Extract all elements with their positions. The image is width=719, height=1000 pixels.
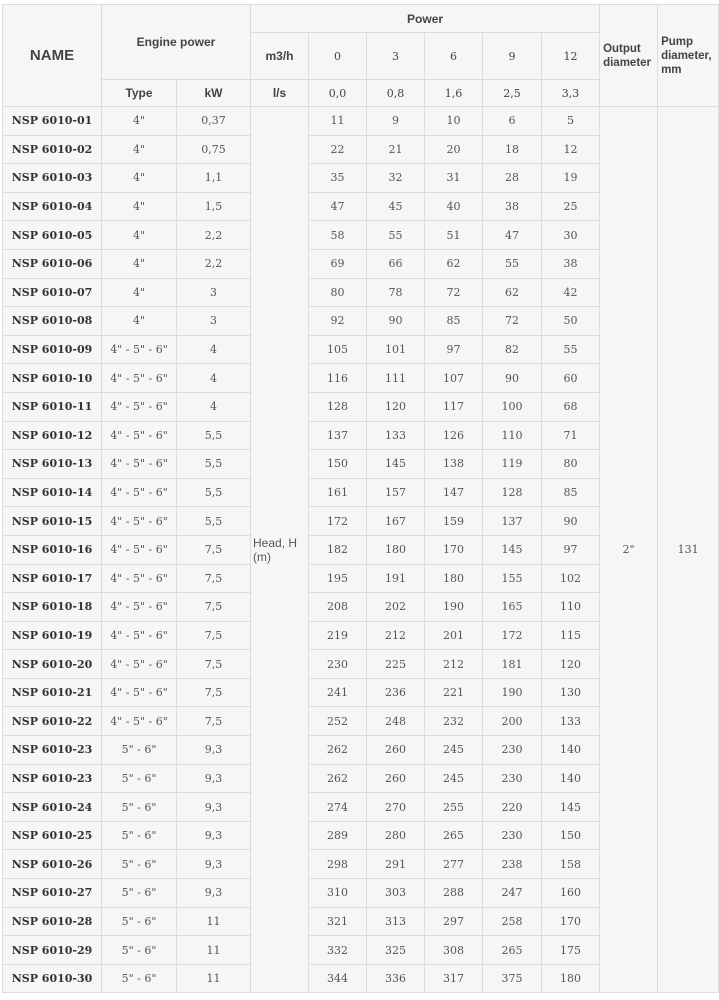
- head-value: 100: [483, 392, 542, 421]
- head-value: 128: [483, 478, 542, 507]
- model-name: NSP 6010-04: [3, 192, 102, 221]
- head-value: 288: [425, 879, 483, 908]
- head-value: 85: [542, 478, 600, 507]
- head-value: 5: [542, 107, 600, 136]
- head-value: 245: [425, 736, 483, 765]
- head-value: 140: [542, 764, 600, 793]
- head-value: 175: [542, 936, 600, 965]
- head-value: 297: [425, 907, 483, 936]
- head-value: 120: [542, 650, 600, 679]
- head-value: 110: [542, 593, 600, 622]
- model-name: NSP 6010-18: [3, 593, 102, 622]
- motor-kw: 7,5: [177, 535, 251, 564]
- head-value: 102: [542, 564, 600, 593]
- head-value: 208: [309, 593, 367, 622]
- motor-kw: 5,5: [177, 478, 251, 507]
- motor-kw: 5,5: [177, 421, 251, 450]
- head-value: 47: [309, 192, 367, 221]
- model-name: NSP 6010-17: [3, 564, 102, 593]
- table-row: [3, 107, 719, 136]
- head-value: 145: [483, 535, 542, 564]
- head-value: 92: [309, 307, 367, 336]
- flow-ls-value: 2,5: [483, 80, 542, 107]
- head-value: 180: [367, 535, 425, 564]
- pump-spec-table: [2, 4, 719, 993]
- motor-type: 5" - 6": [102, 764, 177, 793]
- head-value: 47: [483, 221, 542, 250]
- head-value: 55: [542, 335, 600, 364]
- head-value: 236: [367, 678, 425, 707]
- model-name: NSP 6010-21: [3, 678, 102, 707]
- motor-kw: 11: [177, 964, 251, 993]
- motor-type: 5" - 6": [102, 907, 177, 936]
- motor-type: 4": [102, 135, 177, 164]
- head-value: 262: [309, 736, 367, 765]
- head-value: 202: [367, 593, 425, 622]
- motor-kw: 7,5: [177, 650, 251, 679]
- model-name: NSP 6010-10: [3, 364, 102, 393]
- motor-kw: 7,5: [177, 678, 251, 707]
- head-value: 128: [309, 392, 367, 421]
- motor-type: 5" - 6": [102, 736, 177, 765]
- head-value: 9: [367, 107, 425, 136]
- head-value: 150: [542, 821, 600, 850]
- head-value: 172: [483, 621, 542, 650]
- motor-type: 4" - 5" - 6": [102, 335, 177, 364]
- head-value: 66: [367, 249, 425, 278]
- motor-kw: 9,3: [177, 879, 251, 908]
- head-value: 172: [309, 507, 367, 536]
- model-name: NSP 6010-23: [3, 764, 102, 793]
- head-value: 22: [309, 135, 367, 164]
- head-value: 80: [542, 450, 600, 479]
- header-m3h: m3/h: [251, 33, 309, 80]
- motor-type: 4" - 5" - 6": [102, 392, 177, 421]
- head-value: 140: [542, 736, 600, 765]
- motor-type: 4": [102, 221, 177, 250]
- head-value: 42: [542, 278, 600, 307]
- head-value: 252: [309, 707, 367, 736]
- model-name: NSP 6010-28: [3, 907, 102, 936]
- head-value: 308: [425, 936, 483, 965]
- model-name: NSP 6010-02: [3, 135, 102, 164]
- motor-type: 4": [102, 307, 177, 336]
- model-name: NSP 6010-06: [3, 249, 102, 278]
- flow-m3h-value: 3: [367, 33, 425, 80]
- head-value: 277: [425, 850, 483, 879]
- head-value: 332: [309, 936, 367, 965]
- motor-type: 4" - 5" - 6": [102, 478, 177, 507]
- motor-type: 4" - 5" - 6": [102, 450, 177, 479]
- header-power: Power: [251, 5, 600, 33]
- head-value: 80: [309, 278, 367, 307]
- flow-ls-value: 0,8: [367, 80, 425, 107]
- model-name: NSP 6010-08: [3, 307, 102, 336]
- head-value: 241: [309, 678, 367, 707]
- head-value: 82: [483, 335, 542, 364]
- motor-kw: 3: [177, 278, 251, 307]
- head-value: 265: [425, 821, 483, 850]
- head-value: 298: [309, 850, 367, 879]
- head-value: 137: [309, 421, 367, 450]
- head-value: 161: [309, 478, 367, 507]
- head-value: 137: [483, 507, 542, 536]
- flow-m3h-value: 12: [542, 33, 600, 80]
- head-value: 274: [309, 793, 367, 822]
- motor-kw: 4: [177, 392, 251, 421]
- model-name: NSP 6010-14: [3, 478, 102, 507]
- model-name: NSP 6010-05: [3, 221, 102, 250]
- head-value: 255: [425, 793, 483, 822]
- head-value: 90: [367, 307, 425, 336]
- model-name: NSP 6010-23: [3, 736, 102, 765]
- model-name: NSP 6010-29: [3, 936, 102, 965]
- head-value: 20: [425, 135, 483, 164]
- model-name: NSP 6010-16: [3, 535, 102, 564]
- head-value: 45: [367, 192, 425, 221]
- head-value: 182: [309, 535, 367, 564]
- flow-ls-value: 0,0: [309, 80, 367, 107]
- flow-m3h-value: 6: [425, 33, 483, 80]
- head-value: 325: [367, 936, 425, 965]
- head-value: 6: [483, 107, 542, 136]
- head-value: 28: [483, 164, 542, 193]
- head-value: 230: [483, 821, 542, 850]
- motor-type: 4" - 5" - 6": [102, 564, 177, 593]
- motor-type: 4" - 5" - 6": [102, 707, 177, 736]
- head-value: 62: [483, 278, 542, 307]
- motor-kw: 5,5: [177, 450, 251, 479]
- head-value: 60: [542, 364, 600, 393]
- model-name: NSP 6010-13: [3, 450, 102, 479]
- head-value: 126: [425, 421, 483, 450]
- header-ls: l/s: [251, 80, 309, 107]
- motor-type: 4" - 5" - 6": [102, 621, 177, 650]
- head-value: 30: [542, 221, 600, 250]
- model-name: NSP 6010-09: [3, 335, 102, 364]
- motor-kw: 1,5: [177, 192, 251, 221]
- head-value: 18: [483, 135, 542, 164]
- motor-type: 4" - 5" - 6": [102, 593, 177, 622]
- pump-diameter-value: 131: [658, 107, 719, 993]
- head-value: 90: [483, 364, 542, 393]
- head-value: 167: [367, 507, 425, 536]
- motor-type: 4": [102, 164, 177, 193]
- head-value: 219: [309, 621, 367, 650]
- head-value: 111: [367, 364, 425, 393]
- motor-type: 5" - 6": [102, 964, 177, 993]
- motor-type: 4" - 5" - 6": [102, 364, 177, 393]
- head-value: 97: [425, 335, 483, 364]
- head-value: 78: [367, 278, 425, 307]
- model-name: NSP 6010-03: [3, 164, 102, 193]
- head-value: 55: [483, 249, 542, 278]
- head-value: 40: [425, 192, 483, 221]
- head-value: 221: [425, 678, 483, 707]
- motor-type: 4" - 5" - 6": [102, 678, 177, 707]
- header-kw: kW: [177, 80, 251, 107]
- flow-ls-value: 1,6: [425, 80, 483, 107]
- model-name: NSP 6010-20: [3, 650, 102, 679]
- head-value: 190: [483, 678, 542, 707]
- head-value: 97: [542, 535, 600, 564]
- motor-type: 4" - 5" - 6": [102, 535, 177, 564]
- head-value: 232: [425, 707, 483, 736]
- head-value: 230: [309, 650, 367, 679]
- head-value: 107: [425, 364, 483, 393]
- head-value: 145: [367, 450, 425, 479]
- motor-type: 4" - 5" - 6": [102, 507, 177, 536]
- model-name: NSP 6010-24: [3, 793, 102, 822]
- model-name: NSP 6010-07: [3, 278, 102, 307]
- head-value: 85: [425, 307, 483, 336]
- header-pump-diameter: Pump diameter, mm: [658, 5, 719, 107]
- model-name: NSP 6010-12: [3, 421, 102, 450]
- motor-type: 4": [102, 249, 177, 278]
- head-value: 51: [425, 221, 483, 250]
- head-value: 310: [309, 879, 367, 908]
- motor-kw: 4: [177, 364, 251, 393]
- head-value: 270: [367, 793, 425, 822]
- head-value: 195: [309, 564, 367, 593]
- motor-kw: 1,1: [177, 164, 251, 193]
- model-name: NSP 6010-25: [3, 821, 102, 850]
- head-value: 155: [483, 564, 542, 593]
- head-value: 289: [309, 821, 367, 850]
- head-value: 72: [425, 278, 483, 307]
- motor-type: 4": [102, 278, 177, 307]
- head-value: 317: [425, 964, 483, 993]
- head-value: 101: [367, 335, 425, 364]
- head-value: 344: [309, 964, 367, 993]
- head-value: 105: [309, 335, 367, 364]
- head-value: 31: [425, 164, 483, 193]
- model-name: NSP 6010-15: [3, 507, 102, 536]
- motor-kw: 7,5: [177, 707, 251, 736]
- head-value: 120: [367, 392, 425, 421]
- head-value: 62: [425, 249, 483, 278]
- head-value: 248: [367, 707, 425, 736]
- head-value: 116: [309, 364, 367, 393]
- motor-kw: 4: [177, 335, 251, 364]
- head-value: 115: [542, 621, 600, 650]
- flow-ls-value: 3,3: [542, 80, 600, 107]
- motor-type: 5" - 6": [102, 936, 177, 965]
- head-value: 245: [425, 764, 483, 793]
- head-value: 191: [367, 564, 425, 593]
- motor-kw: 11: [177, 936, 251, 965]
- model-name: NSP 6010-26: [3, 850, 102, 879]
- head-value: 336: [367, 964, 425, 993]
- head-value: 170: [542, 907, 600, 936]
- head-value: 212: [425, 650, 483, 679]
- model-name: NSP 6010-22: [3, 707, 102, 736]
- head-value: 165: [483, 593, 542, 622]
- motor-type: 5" - 6": [102, 879, 177, 908]
- head-value: 291: [367, 850, 425, 879]
- head-value: 11: [309, 107, 367, 136]
- motor-kw: 9,3: [177, 793, 251, 822]
- model-name: NSP 6010-01: [3, 107, 102, 136]
- header-type: Type: [102, 80, 177, 107]
- head-value: 150: [309, 450, 367, 479]
- head-value: 260: [367, 736, 425, 765]
- header-output-diameter: Output diameter: [600, 5, 658, 107]
- motor-kw: 7,5: [177, 593, 251, 622]
- model-name: NSP 6010-19: [3, 621, 102, 650]
- head-value: 200: [483, 707, 542, 736]
- head-value: 35: [309, 164, 367, 193]
- head-value: 38: [542, 249, 600, 278]
- motor-kw: 7,5: [177, 621, 251, 650]
- head-value: 117: [425, 392, 483, 421]
- flow-m3h-value: 0: [309, 33, 367, 80]
- motor-kw: 9,3: [177, 736, 251, 765]
- head-value: 130: [542, 678, 600, 707]
- head-value: 180: [425, 564, 483, 593]
- header-name: NAME: [3, 5, 102, 107]
- head-value: 21: [367, 135, 425, 164]
- head-value: 375: [483, 964, 542, 993]
- head-value: 157: [367, 478, 425, 507]
- head-value: 280: [367, 821, 425, 850]
- head-value: 265: [483, 936, 542, 965]
- head-value: 119: [483, 450, 542, 479]
- model-name: NSP 6010-30: [3, 964, 102, 993]
- head-value: 38: [483, 192, 542, 221]
- head-value: 72: [483, 307, 542, 336]
- motor-kw: 9,3: [177, 821, 251, 850]
- head-value: 50: [542, 307, 600, 336]
- head-label: Head, H (m): [251, 107, 309, 993]
- head-value: 225: [367, 650, 425, 679]
- motor-kw: 0,75: [177, 135, 251, 164]
- head-value: 181: [483, 650, 542, 679]
- head-value: 58: [309, 221, 367, 250]
- motor-type: 4": [102, 192, 177, 221]
- motor-kw: 3: [177, 307, 251, 336]
- head-value: 71: [542, 421, 600, 450]
- head-value: 260: [367, 764, 425, 793]
- motor-kw: 5,5: [177, 507, 251, 536]
- head-value: 238: [483, 850, 542, 879]
- head-value: 25: [542, 192, 600, 221]
- head-value: 32: [367, 164, 425, 193]
- head-value: 258: [483, 907, 542, 936]
- motor-kw: 2,2: [177, 221, 251, 250]
- motor-kw: 7,5: [177, 564, 251, 593]
- head-value: 10: [425, 107, 483, 136]
- header-engine-power: Engine power: [102, 5, 251, 80]
- motor-kw: 0,37: [177, 107, 251, 136]
- output-diameter-value: 2": [600, 107, 658, 993]
- model-name: NSP 6010-27: [3, 879, 102, 908]
- head-value: 180: [542, 964, 600, 993]
- motor-kw: 9,3: [177, 764, 251, 793]
- head-value: 313: [367, 907, 425, 936]
- head-value: 12: [542, 135, 600, 164]
- head-value: 145: [542, 793, 600, 822]
- head-value: 220: [483, 793, 542, 822]
- head-value: 230: [483, 764, 542, 793]
- motor-kw: 2,2: [177, 249, 251, 278]
- motor-type: 5" - 6": [102, 821, 177, 850]
- head-value: 69: [309, 249, 367, 278]
- head-value: 190: [425, 593, 483, 622]
- model-name: NSP 6010-11: [3, 392, 102, 421]
- head-value: 55: [367, 221, 425, 250]
- motor-kw: 9,3: [177, 850, 251, 879]
- motor-type: 4" - 5" - 6": [102, 421, 177, 450]
- motor-type: 4" - 5" - 6": [102, 650, 177, 679]
- motor-type: 5" - 6": [102, 793, 177, 822]
- motor-type: 4": [102, 107, 177, 136]
- head-value: 159: [425, 507, 483, 536]
- head-value: 321: [309, 907, 367, 936]
- motor-kw: 11: [177, 907, 251, 936]
- head-value: 160: [542, 879, 600, 908]
- head-value: 212: [367, 621, 425, 650]
- head-value: 133: [542, 707, 600, 736]
- head-value: 262: [309, 764, 367, 793]
- flow-m3h-value: 9: [483, 33, 542, 80]
- head-value: 247: [483, 879, 542, 908]
- head-value: 230: [483, 736, 542, 765]
- head-value: 170: [425, 535, 483, 564]
- head-value: 158: [542, 850, 600, 879]
- head-value: 201: [425, 621, 483, 650]
- head-value: 147: [425, 478, 483, 507]
- head-value: 303: [367, 879, 425, 908]
- head-value: 138: [425, 450, 483, 479]
- head-value: 110: [483, 421, 542, 450]
- motor-type: 5" - 6": [102, 850, 177, 879]
- head-value: 90: [542, 507, 600, 536]
- head-value: 19: [542, 164, 600, 193]
- head-value: 68: [542, 392, 600, 421]
- head-value: 133: [367, 421, 425, 450]
